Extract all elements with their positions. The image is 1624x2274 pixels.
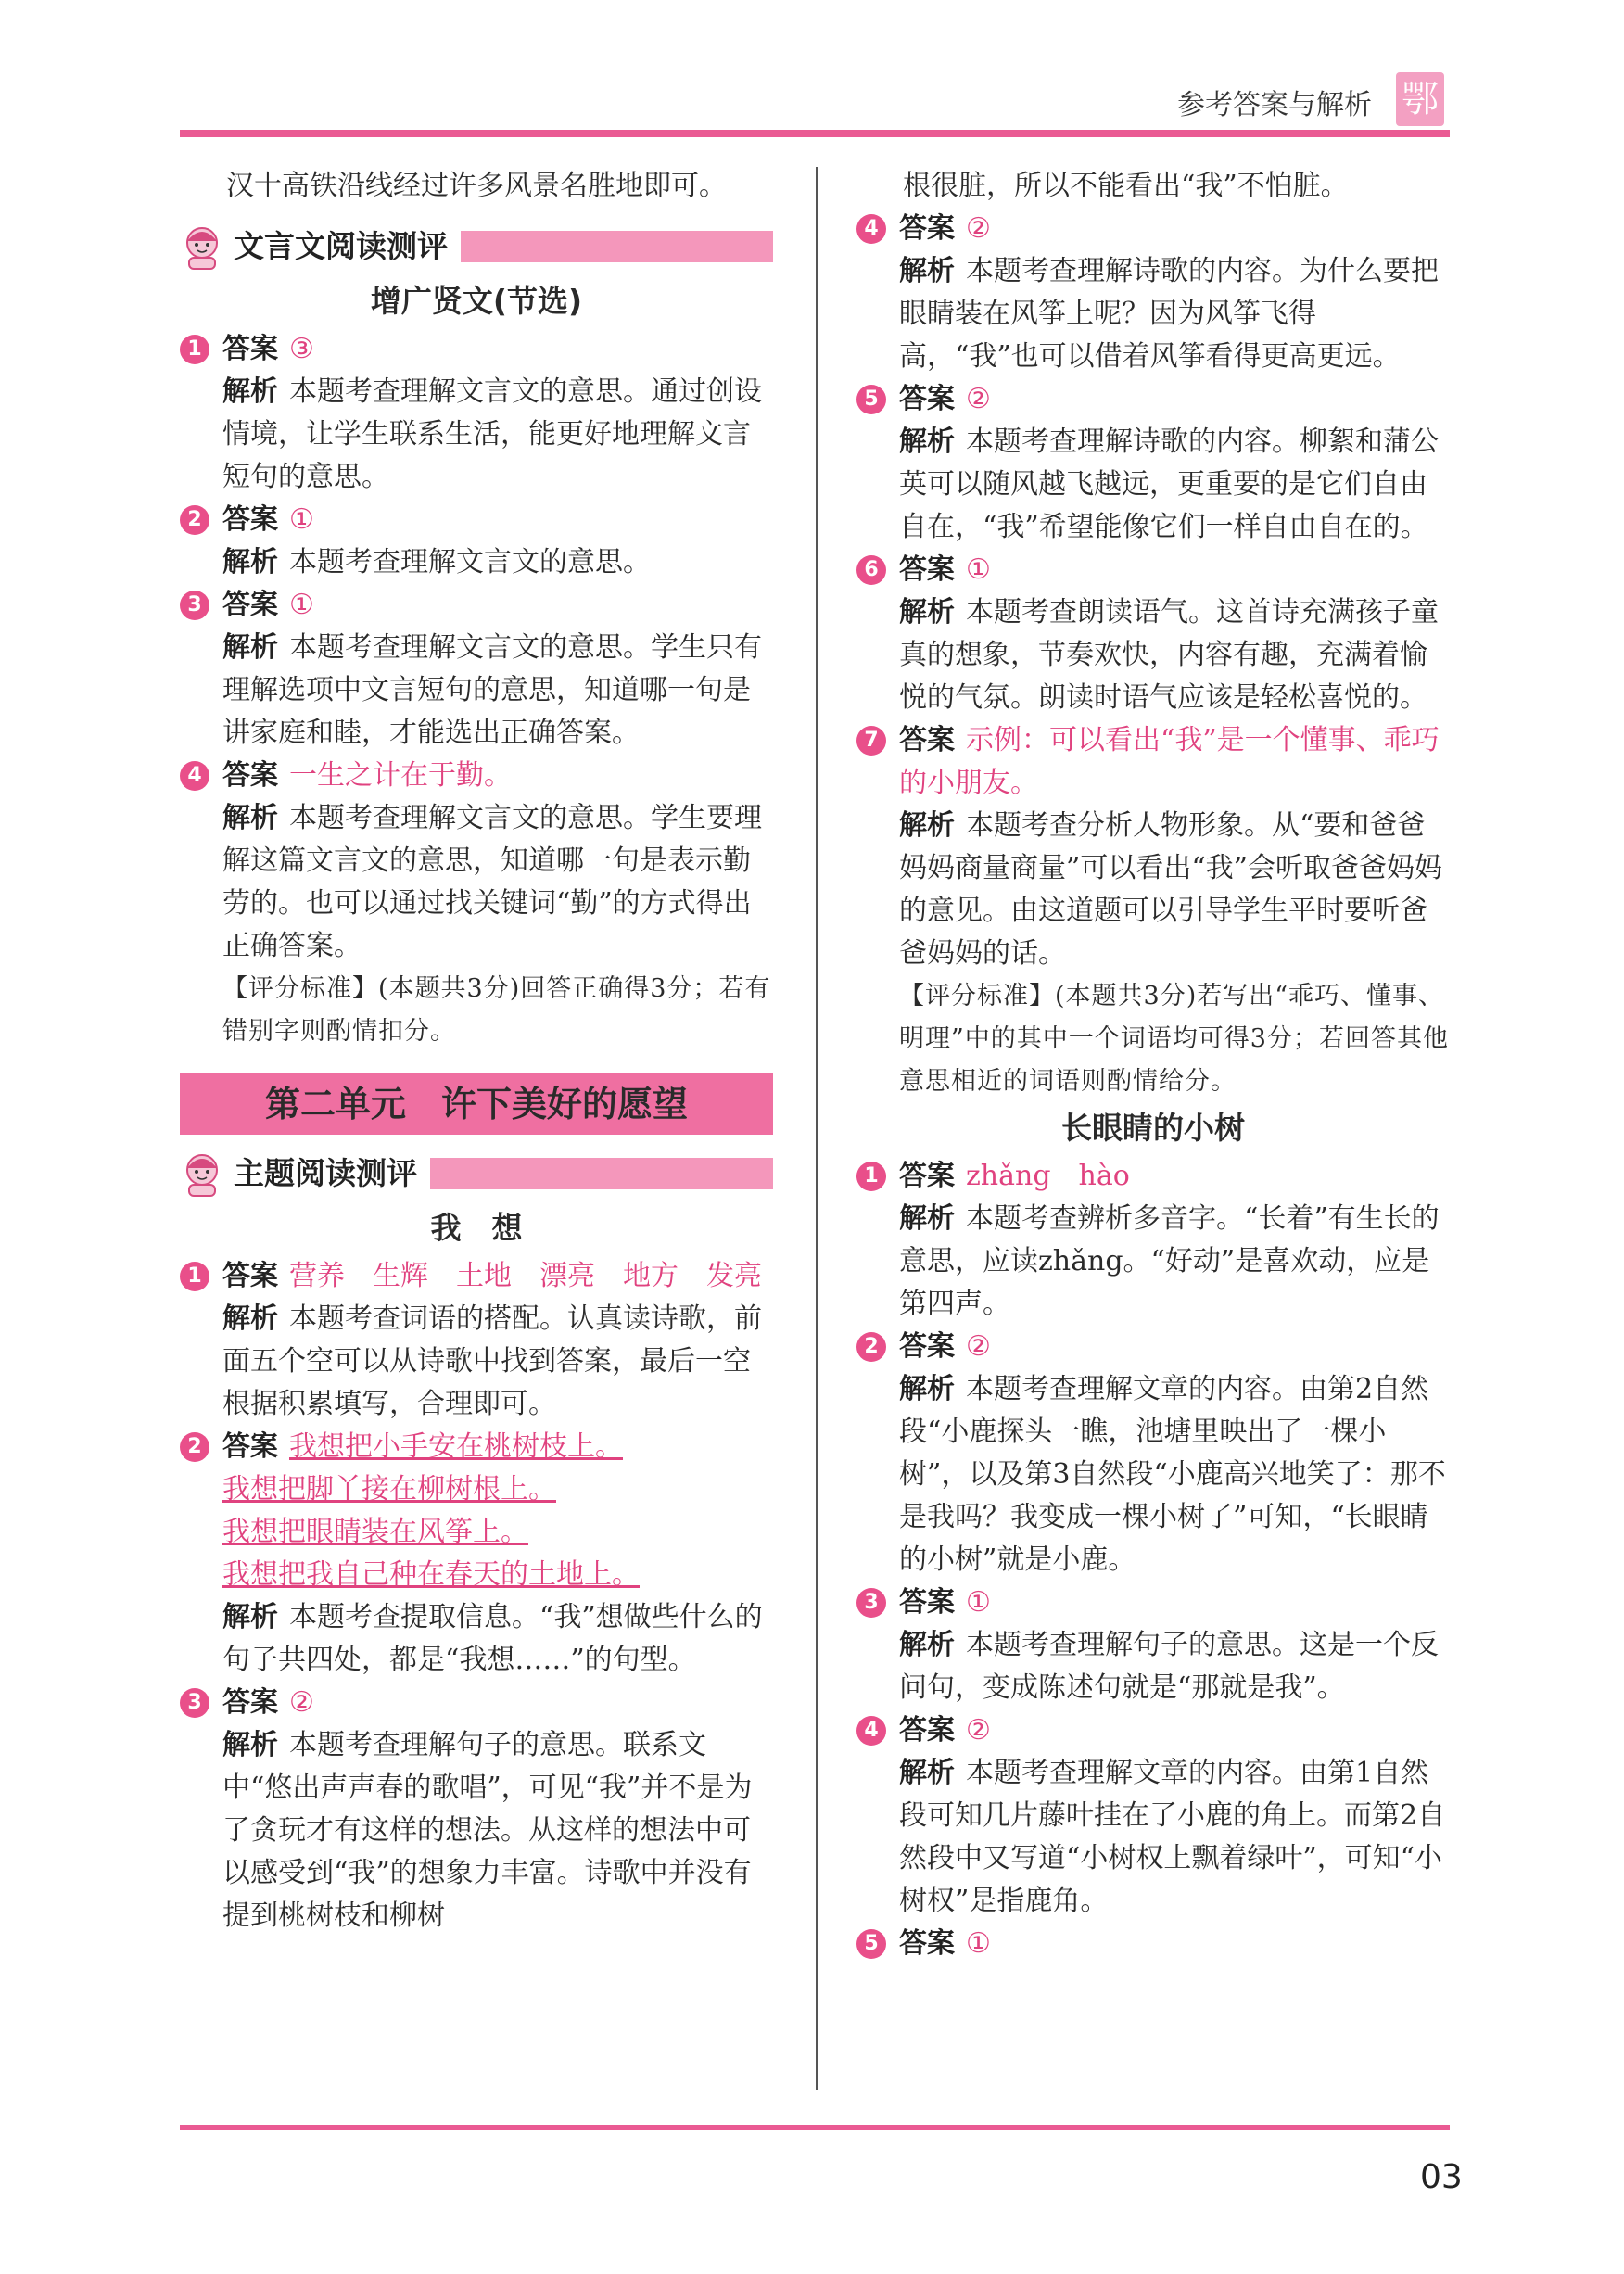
question-number: 7 bbox=[856, 726, 886, 756]
analysis-label: 解析 bbox=[899, 596, 955, 629]
answer-text: ② bbox=[966, 383, 991, 415]
question-number: 1 bbox=[856, 1162, 886, 1191]
question-number: 1 bbox=[180, 1262, 209, 1291]
answer-text: 示例：可以看出“我”是一个懂事、乖巧的小朋友。 bbox=[899, 724, 1440, 799]
article-title: 我 想 bbox=[430, 1210, 523, 1246]
analysis-text: 本题考查理解文章的内容。由第2自然段“小鹿探头一瞧，池塘里映出了一棵小树”，以及第3自然段“小鹿高兴地笑了：那不是我吗？我变成一棵小树了”可知，“长眼睛的小树”就是小鹿。 bbox=[899, 1373, 1446, 1576]
answer-text: 我想把眼睛装在风筝上。 bbox=[222, 1516, 528, 1548]
analysis-label: 解析 bbox=[222, 1601, 278, 1633]
question-number: 6 bbox=[856, 555, 886, 585]
analysis-label: 解析 bbox=[222, 1302, 278, 1335]
question-4 bbox=[856, 1709, 1450, 1923]
answer-text: ② bbox=[966, 1330, 991, 1363]
answer-label: 答案 bbox=[899, 383, 955, 415]
analysis-label: 解析 bbox=[899, 426, 955, 458]
answer-label: 答案 bbox=[222, 1260, 278, 1292]
section-bar bbox=[430, 1158, 773, 1189]
question-4 bbox=[856, 208, 1450, 378]
question-number: 4 bbox=[856, 1716, 886, 1746]
question-1 bbox=[856, 1155, 1450, 1326]
question-number: 4 bbox=[856, 214, 886, 244]
section-title: 主题阅读测评 bbox=[234, 1155, 417, 1191]
analysis-label: 解析 bbox=[899, 255, 955, 287]
answer-text: 我想把脚丫接在柳树根上。 bbox=[222, 1473, 556, 1505]
answer-label: 答案 bbox=[899, 1586, 955, 1619]
footer-rule bbox=[180, 2125, 1450, 2130]
continued-text: 根很脏，所以不能看出“我”不怕脏。 bbox=[903, 170, 1349, 202]
answer-text: 我想把我自己种在春天的土地上。 bbox=[222, 1558, 640, 1591]
scoring-standard: 【评分标准】(本题共3分)回答正确得3分；若有错别字则酌情扣分。 bbox=[222, 974, 771, 1046]
answer-text: 我想把小手安在桃树枝上。 bbox=[289, 1430, 623, 1463]
answer-text: ② bbox=[289, 1686, 314, 1719]
column-divider bbox=[816, 167, 818, 2090]
question-2 bbox=[856, 1326, 1450, 1582]
answer-label: 答案 bbox=[899, 553, 955, 586]
answer-text: zhǎng hào bbox=[966, 1160, 1130, 1192]
question-number: 5 bbox=[856, 385, 886, 414]
analysis-label: 解析 bbox=[222, 546, 278, 578]
analysis-label: 解析 bbox=[222, 631, 278, 664]
answer-label: 答案 bbox=[899, 724, 955, 756]
article-title: 增广贤文(节选) bbox=[370, 283, 583, 319]
question-number: 3 bbox=[180, 591, 209, 620]
analysis-text: 本题考查理解诗歌的内容。柳絮和蒲公英可以随风越飞越远，更重要的是它们自由自在，“我”希望能像它们一样自由自在的。 bbox=[899, 426, 1439, 543]
analysis-text: 本题考查理解句子的意思。联系文中“悠出声声春的歌唱”，可见“我”并不是为了贪玩才有这样的想法。从这样的想法中可以感受到“我”的想象力丰富。诗歌中并没有提到桃树枝和柳树 bbox=[222, 1729, 753, 1932]
analysis-text: 本题考查词语的搭配。认真读诗歌，前面五个空可以从诗歌中找到答案，最后一空根据积累填写，合理即可。 bbox=[222, 1302, 762, 1420]
answer-text: ② bbox=[966, 212, 991, 245]
right-column bbox=[856, 165, 1450, 1965]
answer-text: ① bbox=[289, 503, 314, 536]
question-1 bbox=[180, 1255, 773, 1426]
analysis-label: 解析 bbox=[899, 1373, 955, 1405]
section-heading-theme bbox=[180, 1148, 773, 1200]
question-3 bbox=[180, 584, 773, 755]
answer-text: ① bbox=[966, 1586, 991, 1619]
girl-icon bbox=[180, 1150, 224, 1198]
analysis-text: 本题考查理解文言文的意思。学生要理解这篇文言文的意思，知道哪一句是表示勤劳的。也可以通过找关键词“勤”的方式得出正确答案。 bbox=[222, 802, 762, 962]
analysis-label: 解析 bbox=[222, 375, 278, 408]
answer-label: 答案 bbox=[222, 589, 278, 621]
question-number: 4 bbox=[180, 761, 209, 791]
left-column bbox=[180, 165, 773, 1937]
analysis-text: 本题考查理解文言文的意思。学生只有理解选项中文言短句的意思，知道哪一句是讲家庭和睦，才能选出正确答案。 bbox=[222, 631, 762, 749]
answer-label: 答案 bbox=[222, 1686, 278, 1719]
analysis-text: 本题考查理解文言文的意思。 bbox=[289, 546, 651, 578]
question-5 bbox=[856, 1923, 1450, 1965]
answer-text: 一生之计在于勤。 bbox=[289, 759, 512, 792]
header-badge: 鄂 bbox=[1396, 72, 1444, 126]
analysis-text: 本题考查理解诗歌的内容。为什么要把眼睛装在风筝上呢？因为风筝飞得高，“我”也可以借着风筝看得更高更远。 bbox=[899, 255, 1439, 373]
answer-label: 答案 bbox=[899, 1927, 955, 1960]
unit-banner: 第二单元 许下美好的愿望 bbox=[180, 1073, 773, 1135]
question-number: 5 bbox=[856, 1929, 886, 1959]
answer-text: ① bbox=[966, 553, 991, 586]
page-number: 03 bbox=[1420, 2158, 1463, 2196]
question-number: 2 bbox=[856, 1332, 886, 1362]
analysis-text: 本题考查理解句子的意思。这是一个反问句，变成陈述句就是“那就是我”。 bbox=[899, 1629, 1439, 1704]
answer-label: 答案 bbox=[899, 1160, 955, 1192]
answer-label: 答案 bbox=[222, 1430, 278, 1463]
section-heading-classical bbox=[180, 221, 773, 273]
analysis-text: 本题考查辨析多音字。“长着”有生长的意思，应读zhǎng。“好动”是喜欢动，应是第四声。 bbox=[899, 1202, 1440, 1320]
question-number: 2 bbox=[180, 505, 209, 535]
answer-label: 答案 bbox=[222, 759, 278, 792]
analysis-label: 解析 bbox=[899, 1757, 955, 1789]
question-number: 2 bbox=[180, 1432, 209, 1462]
analysis-label: 解析 bbox=[222, 1729, 278, 1761]
header-title: 参考答案与解析 bbox=[1177, 89, 1372, 121]
article-title: 长眼睛的小树 bbox=[1061, 1110, 1245, 1146]
section-title: 文言文阅读测评 bbox=[234, 228, 448, 264]
question-2 bbox=[180, 1426, 773, 1682]
question-3 bbox=[180, 1682, 773, 1937]
girl-icon bbox=[180, 222, 224, 271]
answer-text: ② bbox=[966, 1714, 991, 1747]
answer-label: 答案 bbox=[222, 333, 278, 365]
answer-label: 答案 bbox=[899, 1714, 955, 1747]
header-rule bbox=[180, 130, 1450, 137]
question-number: 3 bbox=[856, 1588, 886, 1618]
analysis-text: 本题考查理解文言文的意思。通过创设情境，让学生联系生活，能更好地理解文言短句的意思。 bbox=[222, 375, 762, 493]
analysis-label: 解析 bbox=[899, 1629, 955, 1661]
answer-text: ① bbox=[966, 1927, 991, 1960]
scoring-standard: 【评分标准】(本题共3分)若写出“乖巧、懂事、明理”中的其中一个词语均可得3分；若回答其他意思相近的词语则酌情给分。 bbox=[899, 982, 1449, 1096]
analysis-label: 解析 bbox=[899, 809, 955, 842]
intro-line: 汉十高铁沿线经过许多风景名胜地即可。 bbox=[226, 170, 727, 202]
question-1 bbox=[180, 328, 773, 499]
analysis-text: 本题考查提取信息。“我”想做些什么的句子共四处，都是“我想……”的句型。 bbox=[222, 1601, 763, 1676]
answer-label: 答案 bbox=[899, 1330, 955, 1363]
question-number: 3 bbox=[180, 1688, 209, 1718]
analysis-text: 本题考查朗读语气。这首诗充满孩子童真的想象，节奏欢快，内容有趣，充满着愉悦的气氛。朗读时语气应该是轻松喜悦的。 bbox=[899, 596, 1439, 714]
answer-text: ③ bbox=[289, 333, 314, 365]
answer-text: 营养 生辉 土地 漂亮 地方 发亮 bbox=[289, 1260, 762, 1292]
section-bar bbox=[461, 231, 773, 262]
question-7 bbox=[856, 719, 1450, 1103]
question-2 bbox=[180, 499, 773, 584]
analysis-label: 解析 bbox=[222, 802, 278, 834]
answer-label: 答案 bbox=[222, 503, 278, 536]
question-6 bbox=[856, 549, 1450, 719]
answer-text: ① bbox=[289, 589, 314, 621]
answer-label: 答案 bbox=[899, 212, 955, 245]
question-5 bbox=[856, 378, 1450, 549]
analysis-label: 解析 bbox=[899, 1202, 955, 1235]
analysis-text: 本题考查分析人物形象。从“要和爸爸妈妈商量商量”可以看出“我”会听取爸爸妈妈的意见。由这道题可以引导学生平时要听爸爸妈妈的话。 bbox=[899, 809, 1443, 970]
analysis-text: 本题考查理解文章的内容。由第1自然段可知几片藤叶挂在了小鹿的角上。而第2自然段中又写道“小树权上飘着绿叶”，可知“小树权”是指鹿角。 bbox=[899, 1757, 1446, 1917]
question-3 bbox=[856, 1582, 1450, 1709]
question-4 bbox=[180, 755, 773, 1053]
question-number: 1 bbox=[180, 335, 209, 364]
